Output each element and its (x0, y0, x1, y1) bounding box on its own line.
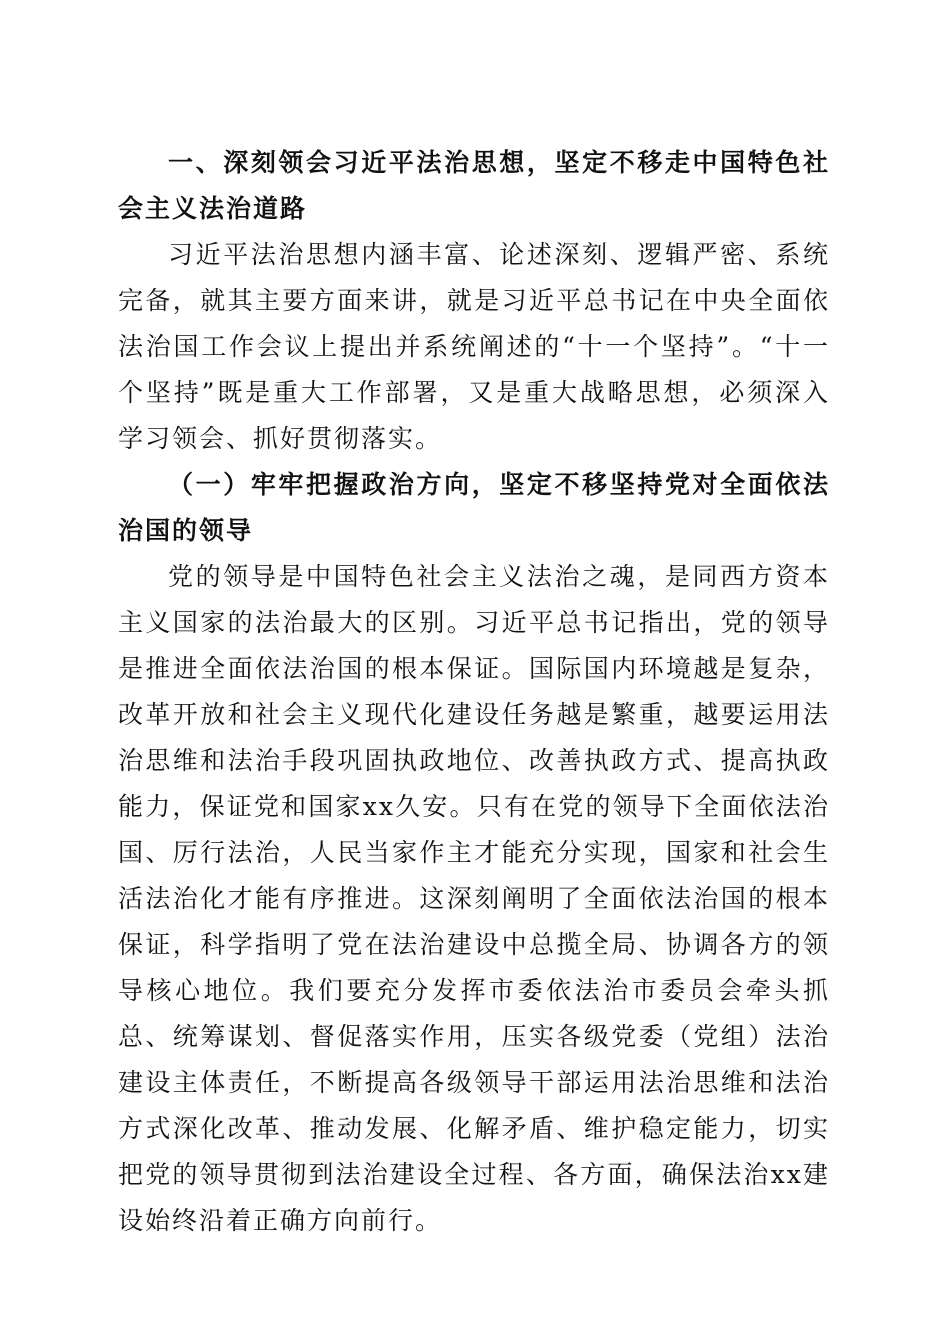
document-body (118, 140, 830, 1244)
intro-paragraph: 习近平法治思想内涵丰富、论述深刻、逻辑严密、系统完备，就其主要方面来讲，就是习近平总书记在中央全面依法治国工作会议上提出并系统阐述的“十一个坚持”。“十一个坚持”既是重大工作部署，又是重大战略思想，必须深入学习领会、抓好贯彻落实。 (118, 240, 830, 453)
section-heading: 一、深刻领会习近平法治思想，坚定不移走中国特色社会主义法治道路 (118, 148, 830, 223)
subsection-heading: （一）牢牢把握政治方向，坚定不移坚持党对全面依法治国的领导 (118, 470, 830, 545)
body-paragraph: 党的领导是中国特色社会主义法治之魂，是同西方资本主义国家的法治最大的区别。习近平总书记指出，党的领导是推进全面依法治国的根本保证。国际国内环境越是复杂，改革开放和社会主义现代化建设任务越是繁重，越要运用法治思维和法治手段巩固执政地位、改善执政方式、提高执政能力，保证党和国家xx久安。只有在党的领导下全面依法治国、厉行法治，人民当家作主才能充分实现，国家和社会生活法治化才能有序推进。这深刻阐明了全面依法治国的根本保证，科学指明了党在法治建设中总揽全局、协调各方的领导核心地位。我们要充分发挥市委依法治市委员会牵头抓总、统筹谋划、督促落实作用，压实各级党委（党组）法治建设主体责任，不断提高各级领导干部运用法治思维和法治方式深化改革、推动发展、化解矛盾、维护稳定能力，切实把党的领导贯彻到法治建设全过程、各方面，确保法治xx建设始终沿着正确方向前行。 (118, 562, 830, 1235)
